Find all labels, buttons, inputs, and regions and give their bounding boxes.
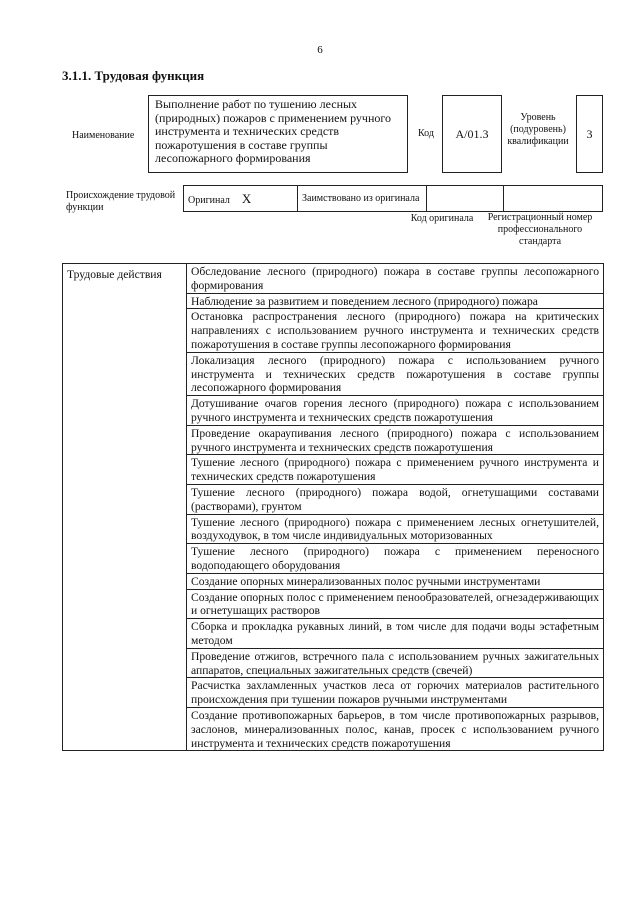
- registration-number-caption: Регистрационный номер профессионального стандарта: [487, 212, 593, 247]
- code-label: Код: [418, 128, 434, 139]
- origin-original-cell: [184, 186, 298, 212]
- origin-table: [183, 185, 603, 212]
- original-mark: X: [241, 190, 252, 206]
- labor-action-item: Остановка распространения лесного (природного) пожара на критических направлениях с использованием ручного инструмента и технических средств пожаротушения в составе группы лесопожарного формирования: [187, 309, 604, 352]
- function-code-value: А/01.3: [442, 95, 502, 173]
- labor-action-item: Тушение лесного (природного) пожара с применением лесных огнетушителей, воздуходувок, в том числе индивидуальных моторизованных: [187, 514, 604, 544]
- labor-action-item: Создание противопожарных барьеров, в том числе противопожарных разрывов, заслонов, минерализованных полос, канав, просек с использованием ручного инструмента и технических средств пожаротушения: [187, 707, 604, 750]
- origin-label: Происхождение трудовой функции: [66, 190, 176, 213]
- labor-actions-label: Трудовые действия: [63, 264, 187, 751]
- labor-action-item: Расчистка захламленных участков леса от горючих материалов растительного происхождения при тушении пожаров ручными инструментами: [187, 678, 604, 708]
- registration-number-cell: [504, 186, 603, 212]
- table-row: [63, 264, 604, 294]
- labor-action-item: Тушение лесного (природного) пожара с применением переносного водоподающего оборудования: [187, 544, 604, 574]
- function-name-value: Выполнение работ по тушению лесных (природных) пожаров с применением ручного инструмента и технических средств пожаротушения в составе группы лесопожарного формирования: [148, 95, 408, 173]
- name-label: Наименование: [72, 130, 135, 141]
- labor-action-item: Создание опорных минерализованных полос ручными инструментами: [187, 573, 604, 589]
- page-number: 6: [317, 44, 323, 56]
- borrowed-label: Заимствовано из оригинала: [298, 186, 427, 212]
- labor-action-item: Обследование лесного (природного) пожара в составе группы лесопожарного формирования: [187, 264, 604, 294]
- qualification-level-value: 3: [576, 95, 603, 173]
- labor-action-item: Наблюдение за развитием и поведением лесного (природного) пожара: [187, 293, 604, 309]
- labor-actions-table: [62, 263, 604, 751]
- original-code-caption: Код оригинала: [410, 213, 474, 224]
- labor-action-item: Дотушивание очагов горения лесного (природного) пожара с использованием ручного инструмента и технических средств пожаротушения: [187, 396, 604, 426]
- labor-action-item: Проведение отжигов, встречного пала с использованием ручных зажигательных аппаратов, специальных зажигательных средств (свечей): [187, 648, 604, 678]
- original-label: Оригинал: [188, 194, 230, 206]
- labor-action-item: Проведение окараупивания лесного (природного) пожара с использованием ручного инструмента и технических средств пожаротушения: [187, 425, 604, 455]
- labor-action-item: Локализация лесного (природного) пожара с использованием ручного инструмента и технических средств пожаротушения в составе группы лесопожарного формирования: [187, 352, 604, 395]
- labor-action-item: Тушение лесного (природного) пожара водой, огнетушащими составами (растворами), грунтом: [187, 484, 604, 514]
- labor-action-item: Создание опорных полос с применением пенообразователей, огнезадерживающих и огнетушащих растворов: [187, 589, 604, 619]
- original-code-cell: [427, 186, 504, 212]
- qualification-level-label: Уровень (подуровень) квалификации: [507, 112, 569, 147]
- labor-action-item: Тушение лесного (природного) пожара с применением ручного инструмента и технических средств пожаротушения: [187, 455, 604, 485]
- section-title: 3.1.1. Трудовая функция: [62, 68, 205, 83]
- labor-action-item: Сборка и прокладка рукавных линий, в том числе для подачи воды эстафетным методом: [187, 619, 604, 649]
